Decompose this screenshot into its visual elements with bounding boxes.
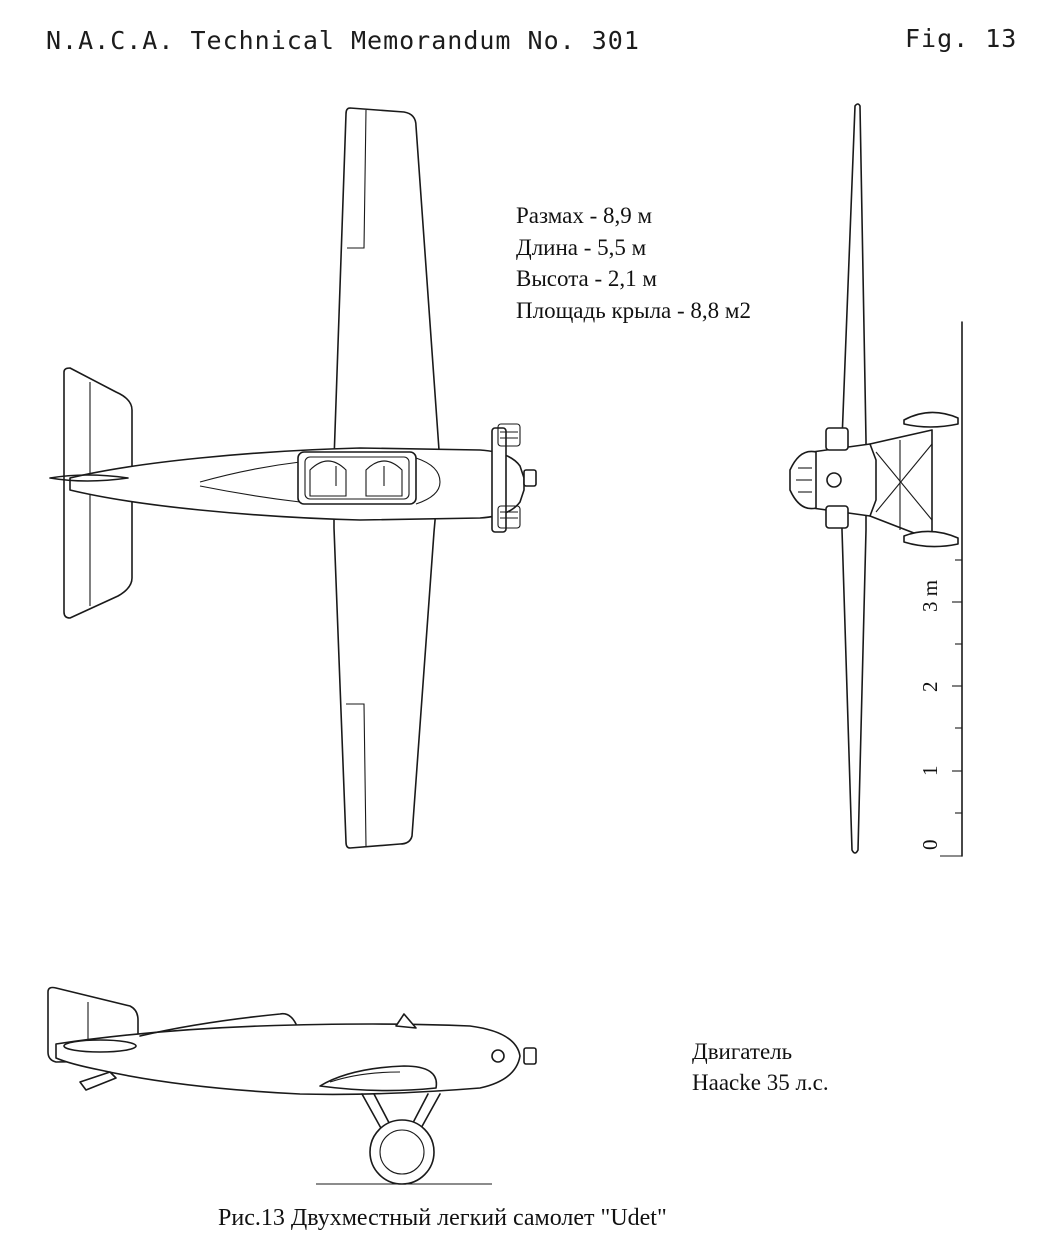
scale-label-2: 2 bbox=[918, 681, 942, 692]
side-view bbox=[48, 988, 536, 1185]
fuselage-side bbox=[56, 1024, 520, 1094]
engine-model: Haacke 35 л.с. bbox=[692, 1070, 829, 1095]
figure-label: Fig. 13 bbox=[905, 24, 1018, 53]
scale-label-3: 3 m bbox=[918, 579, 942, 612]
spec-wing-area: Площадь крыла - 8,8 м2 bbox=[516, 297, 751, 323]
scale-label-1: 1 bbox=[918, 765, 942, 776]
memo-title: N.A.C.A. Technical Memorandum No. 301 bbox=[46, 26, 640, 55]
figure-caption: Рис.13 Двухместный легкий самолет "Udet" bbox=[218, 1205, 667, 1231]
scale-label-0: 0 bbox=[918, 839, 942, 850]
scale-bar bbox=[918, 322, 962, 856]
front-view bbox=[790, 104, 958, 853]
engine-label: Двигатель bbox=[692, 1039, 793, 1064]
spec-height: Высота - 2,1 м bbox=[516, 266, 657, 291]
top-view bbox=[50, 108, 536, 848]
spec-wingspan: Размах - 8,9 м bbox=[516, 203, 653, 228]
fuselage-top bbox=[70, 448, 524, 520]
engine-info bbox=[692, 1036, 829, 1098]
specifications-list bbox=[516, 200, 751, 326]
spec-length: Длина - 5,5 м bbox=[516, 234, 647, 260]
